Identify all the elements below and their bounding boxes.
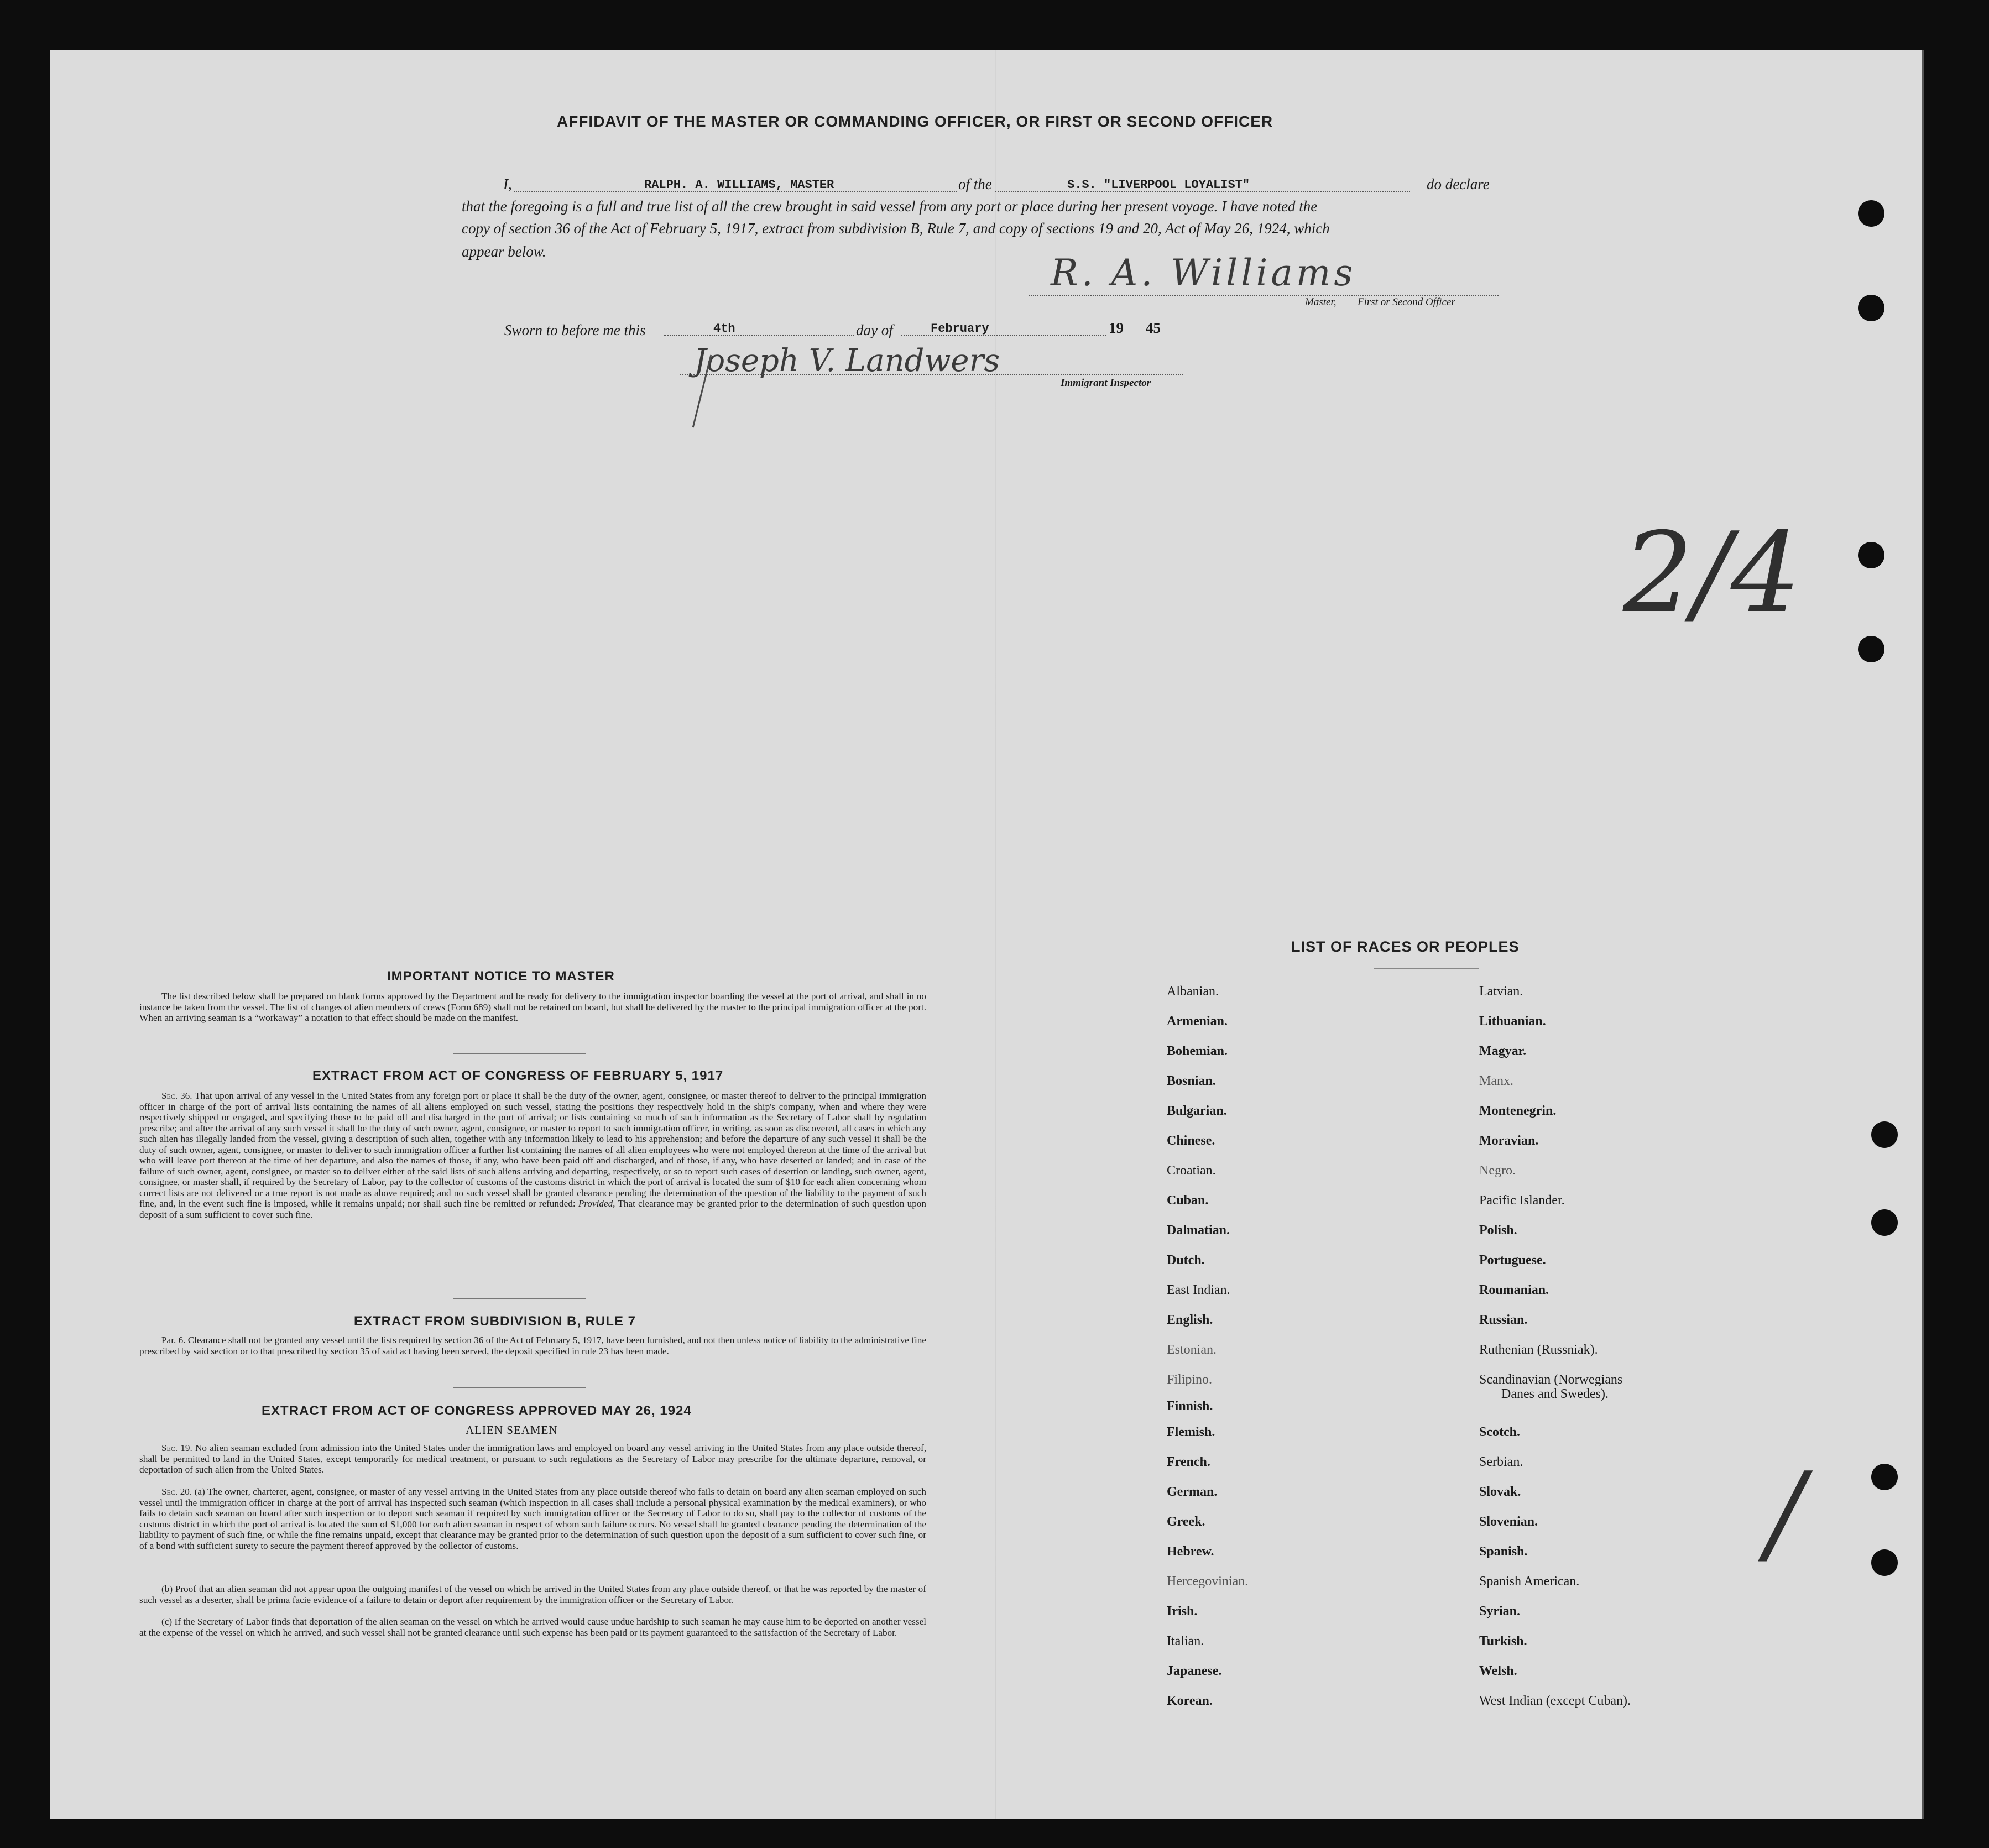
affidavit-of-the: of the xyxy=(958,176,992,192)
race-item: German. xyxy=(1167,1485,1218,1499)
race-item: West Indian (except Cuban). xyxy=(1479,1694,1631,1708)
punch-hole xyxy=(1858,542,1884,568)
race-item: Filipino. xyxy=(1167,1372,1213,1387)
race-item: Syrian. xyxy=(1479,1604,1521,1619)
punch-hole xyxy=(1871,1549,1898,1576)
punch-hole xyxy=(1858,636,1884,662)
notice-body: The list described below shall be prepared on blank forms approved by the Department and be ready for delivery to the immigration inspector boarding the vessel at the port of arrival, and shall in no instance be taken from the vessel. The list of changes of alien members of crews (Form 689) shall not be retained on board, but shall be delivered by the master to the principal immigration officer at the port. When an arriving seaman is a “workaway” a notation to that effect should be made on the manifest. xyxy=(139,991,926,1023)
race-item: Korean. xyxy=(1167,1694,1213,1708)
master-name: RALPH. A. WILLIAMS, MASTER xyxy=(644,178,834,192)
page-fold xyxy=(995,50,996,1819)
race-item: Scotch. xyxy=(1479,1425,1520,1439)
race-item: Dutch. xyxy=(1167,1253,1205,1267)
race-item: Bosnian. xyxy=(1167,1074,1216,1088)
punch-hole xyxy=(1871,1209,1898,1236)
punch-hole xyxy=(1858,200,1884,227)
race-item: Scandinavian (Norwegians xyxy=(1479,1372,1623,1387)
extract-1917-body xyxy=(139,1090,926,1220)
race-item: Irish. xyxy=(1167,1604,1198,1619)
year-prefix: 19 xyxy=(1109,320,1124,336)
alien-seamen-subtitle: ALIEN SEAMEN xyxy=(466,1423,558,1437)
sec-19-text: No alien seaman excluded from admission into the United States under the immigration laws and employed on board any vessel arriving in the United States from any place outside thereof, shall be permitted to land in the United States, except temporarily for medical treatment, or pursuant to such regulations as the Secretary of Labor may prescribe for the ultimate departure, removal, or deportation of such alien from the United States. xyxy=(139,1443,926,1475)
race-item: French. xyxy=(1167,1455,1210,1469)
notice-title: IMPORTANT NOTICE TO MASTER xyxy=(387,969,615,984)
race-item: Croatian. xyxy=(1167,1163,1216,1178)
sec-20a-text: (a) The owner, charterer, agent, consignee, or master of any vessel arriving in the United States from any place outside thereof who fails to detain on board any alien seaman employed on such vessel until the immigration officer in charge at the port of arrival has inspected such seaman (which inspection in all cases shall include a personal physical examination by the medical examiners), or who fails to detain such seaman on board after such inspection or to deport such seaman if required by such immigration officer or the Secretary of Labor to do so, shall pay to the collector of customs of the customs district in which the port of arrival is located the sum of $1,000 for each alien seaman in respect of whom such failure occurs. No vessel shall be granted clearance pending the determination of the liability to payment of such fine, or while the fine remains unpaid, except that clearance may be granted prior to the determination of such question upon the deposit of a sum sufficient to cover such fine, or of a bond with sufficient surety to secure the payment thereof approved by the collector of customs. xyxy=(139,1486,926,1551)
sec-20a-body xyxy=(139,1486,926,1551)
extract-1924-title: EXTRACT FROM ACT OF CONGRESS APPROVED MAY 26, 1924 xyxy=(262,1403,692,1418)
affidavit-title: AFFIDAVIT OF THE MASTER OR COMMANDING OFFICER, OR FIRST OR SECOND OFFICER xyxy=(557,113,1273,130)
race-item: Negro. xyxy=(1479,1163,1516,1178)
race-item: Hebrew. xyxy=(1167,1544,1214,1559)
rule-7-body: Par. 6. Clearance shall not be granted any vessel until the lists required by section 36 of the Act of February 5, 1917, have been furnished, and not then unless notice of liability to the administrative fine prescribed by said section or to that prescribed by section 35 of said act having been served, the deposit specified in rule 23 has been made. xyxy=(139,1335,926,1356)
race-item: English. xyxy=(1167,1313,1213,1327)
proviso: Provided, xyxy=(578,1198,615,1209)
race-item: Greek. xyxy=(1167,1515,1205,1529)
race-item: Magyar. xyxy=(1479,1044,1527,1058)
affidavit-text-line: that the foregoing is a full and true list of all the crew brought in said vessel from any port or place during her present voyage. I have noted the xyxy=(462,198,1318,215)
handwritten-margin-mark: / xyxy=(1767,1449,1804,1578)
race-item: Bulgarian. xyxy=(1167,1104,1227,1118)
sworn-month: February xyxy=(931,322,989,336)
sec-20b-body: (b) Proof that an alien seaman did not appear upon the outgoing manifest of the vessel on which he arrived in the United States from any place outside thereof, or that he was reported by the master of such vessel as a deserter, shall be prima facie evidence of a failure to detain or deport after requirement by the immigration officer or the Secretary of Labor. xyxy=(139,1584,926,1605)
race-item: Turkish. xyxy=(1479,1634,1527,1648)
master-role: Master, xyxy=(1305,296,1337,308)
rule-7-title: EXTRACT FROM SUBDIVISION B, RULE 7 xyxy=(354,1314,636,1329)
struck-role: First or Second Officer xyxy=(1358,296,1455,308)
race-item: Albanian. xyxy=(1167,984,1219,999)
race-item: Dalmatian. xyxy=(1167,1223,1230,1238)
race-item: Flemish. xyxy=(1167,1425,1215,1439)
races-title: LIST OF RACES OR PEOPLES xyxy=(1291,938,1520,955)
race-item: Pacific Islander. xyxy=(1479,1193,1565,1208)
race-item: Chinese. xyxy=(1167,1134,1215,1148)
race-item: East Indian. xyxy=(1167,1283,1230,1297)
race-item: Portuguese. xyxy=(1479,1253,1546,1267)
race-item: Moravian. xyxy=(1479,1134,1539,1148)
race-item: Welsh. xyxy=(1479,1664,1517,1678)
inspector-role: Immigrant Inspector xyxy=(1061,377,1151,389)
punch-hole xyxy=(1871,1464,1898,1490)
race-item: Bohemian. xyxy=(1167,1044,1228,1058)
sworn-day: 4th xyxy=(713,322,735,336)
punch-hole xyxy=(1871,1121,1898,1148)
document-page xyxy=(50,50,1924,1819)
race-item: Armenian. xyxy=(1167,1014,1228,1029)
race-item: Finnish. xyxy=(1167,1399,1213,1413)
punch-hole xyxy=(1858,295,1884,321)
race-item: Manx. xyxy=(1479,1074,1513,1088)
race-item: Lithuanian. xyxy=(1479,1014,1546,1029)
race-item: Montenegrin. xyxy=(1479,1104,1557,1118)
sec-19-label: Sec. 19. xyxy=(161,1443,192,1453)
race-item: Slovenian. xyxy=(1479,1515,1538,1529)
race-item: Cuban. xyxy=(1167,1193,1209,1208)
race-item: Hercegovinian. xyxy=(1167,1574,1249,1589)
sec-36-tail: That clearance may be granted prior to the determination of such question upon deposit of a sum sufficient to cover such fine. xyxy=(139,1198,926,1220)
race-item: Estonian. xyxy=(1167,1343,1217,1357)
race-item: Serbian. xyxy=(1479,1455,1523,1469)
race-item: Italian. xyxy=(1167,1634,1204,1648)
race-item: Ruthenian (Russniak). xyxy=(1479,1343,1598,1357)
vessel-name: S.S. "LIVERPOOL LOYALIST" xyxy=(1067,178,1250,192)
sec-20c-body: (c) If the Secretary of Labor finds that deportation of the alien seaman on the vessel on which he arrived would cause undue hardship to such seaman he may cause him to be deported on another vessel at the expense of the vessel on which he arrived, and such vessel shall not be granted clearance until such expense has been paid or its payment guaranteed to the satisfaction of the Secretary of Labor. xyxy=(139,1616,926,1638)
race-item: Spanish American. xyxy=(1479,1574,1580,1589)
affidavit-i-label: I, xyxy=(503,176,512,192)
year-suffix: 45 xyxy=(1146,320,1161,336)
sworn-label: Sworn to before me this xyxy=(504,322,646,338)
race-item: Danes and Swedes). xyxy=(1501,1387,1609,1401)
handwritten-page-mark: 2/4 xyxy=(1623,509,1801,638)
race-item: Japanese. xyxy=(1167,1664,1222,1678)
day-of-label: day of xyxy=(856,322,893,338)
extract-1917-title: EXTRACT FROM ACT OF CONGRESS OF FEBRUARY 5, 1917 xyxy=(312,1068,724,1083)
sec-36-label: Sec. 36. xyxy=(161,1090,192,1101)
race-item: Roumanian. xyxy=(1479,1283,1549,1297)
race-item: Polish. xyxy=(1479,1223,1517,1238)
race-item: Latvian. xyxy=(1479,984,1523,999)
race-item: Slovak. xyxy=(1479,1485,1521,1499)
affidavit-do-declare: do declare xyxy=(1427,176,1490,192)
sec-36-text: That upon arrival of any vessel in the United States from any foreign port or place it shall be the duty of the owner, agent, consignee, or master thereof to deliver to the principal immigration officer in charge of the port of arrival lists containing the names of all aliens employed on such vessel, stating the positions they respectively hold in the ship's company, when and where they were respectively shipped or engaged, and specifying those to be paid off and discharged in the port of arrival; or lists containing so much of such information as the Secretary of Labor shall by regulation prescribe; and after the arrival of any such vessel it shall be the duty of such owner, agent, consignee, or master to report to such immigration officer, in writing, as soon as discovered, all cases in which any such alien has illegally landed from the vessel, giving a description of such alien, together with any information likely to lead to his apprehension; and before the departure of any such vessel it shall be the duty of such owner, agent, consignee, or master to deliver to such immigration officer a further list containing the names of all alien employees who were not employed thereon at the time of the arrival but who will leave port thereon at the time of her departure, and also the names of those, if any, who have been paid off and discharged, and of those, if any, who have deserted or landed; and in case of the failure of such owner, agent, consignee, or master so to deliver either of the said lists of such aliens arriving and departing, respectively, or so to report such cases of desertion or landing, such owner, agent, consignee, or master shall, if required by the Secretary of Labor, pay to the collector of customs of the customs district in which the port of arrival is located the sum of $10 for each alien concerning whom correct lists are not delivered or a true report is not made as above required; and no such vessel shall be granted clearance pending the determination of the question of the liability to the payment of such fine, and, in the event such fine is imposed, while it remains unpaid; nor shall such fine be remitted or refunded: xyxy=(139,1090,926,1209)
affidavit-text-line: appear below. xyxy=(462,243,546,260)
inspector-signature: Joseph V. Landwers xyxy=(694,343,1000,379)
race-item: Spanish. xyxy=(1479,1544,1528,1559)
master-signature: R. A. Williams xyxy=(1051,252,1356,294)
affidavit-text-line: copy of section 36 of the Act of February 5, 1917, extract from subdivision B, Rule 7, and copy of sections 19 and 20, Act of May 26, 1924, which xyxy=(462,220,1330,237)
race-item: Russian. xyxy=(1479,1313,1528,1327)
sec-20-label: Sec. 20. xyxy=(161,1486,192,1497)
sec-19-body xyxy=(139,1443,926,1475)
